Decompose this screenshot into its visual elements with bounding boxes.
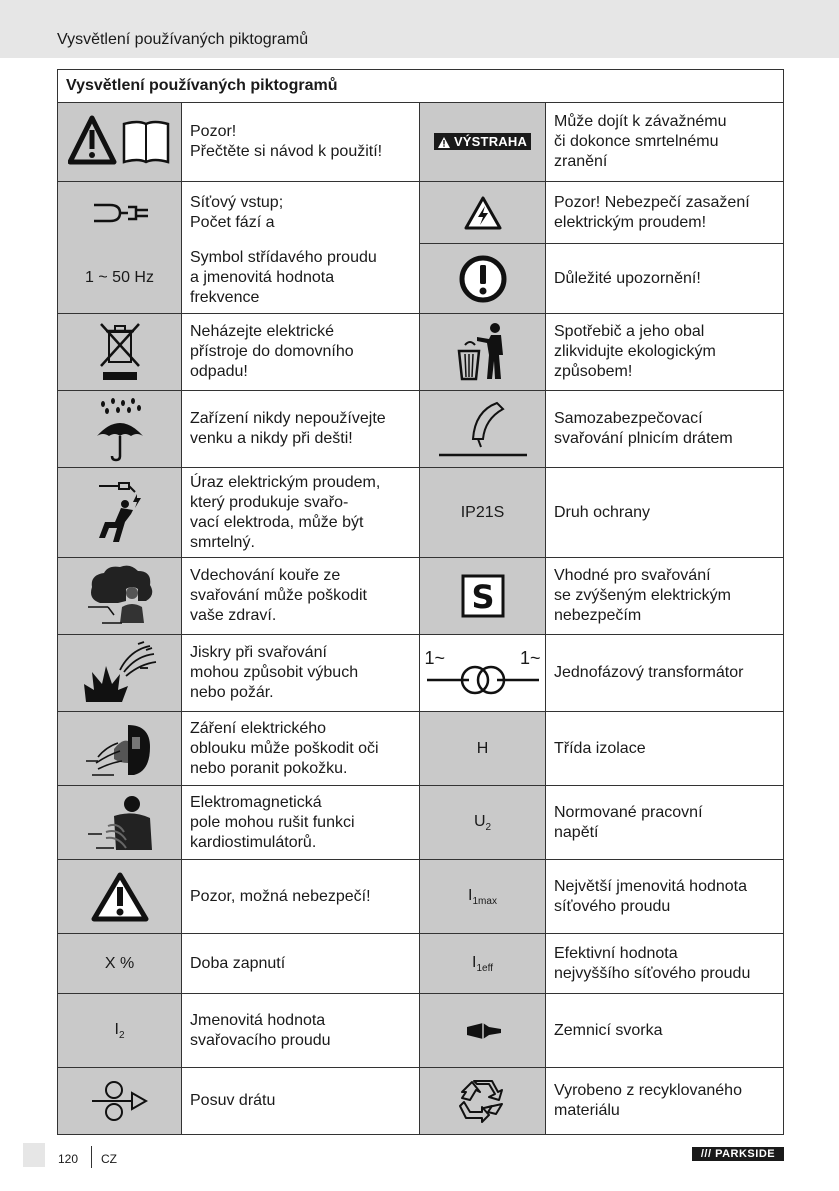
cell-text: Vyrobeno z recyklovaného materiálu (554, 1082, 742, 1119)
cell-text: Jednofázový transformátor (554, 664, 744, 681)
table-row (58, 786, 784, 860)
warning-triangle-icon (438, 137, 450, 148)
cell-no-rain-use (182, 391, 420, 468)
cell-welding-current (182, 994, 420, 1068)
page-number: 120 (58, 1152, 79, 1166)
cell-text: Jmenovitá hodnota svařovacího proudu (190, 1011, 331, 1049)
table-row (58, 468, 784, 558)
table-row (58, 182, 784, 244)
arc-radiation-icon (58, 712, 182, 786)
cell-warning-text (546, 103, 784, 182)
cell-protection-type (546, 468, 784, 558)
protection-class-label (420, 468, 546, 558)
cell-text: Doba zapnutí (190, 954, 286, 972)
cell-wire-feed (182, 1068, 420, 1135)
rated-voltage-symbol (420, 786, 546, 860)
cell-mains-input (182, 182, 420, 244)
cell-welding-fumes (182, 558, 420, 635)
cell-effective-current (546, 934, 784, 994)
warning-badge (420, 103, 546, 182)
voltage-symbol-main: U (473, 812, 486, 830)
cell-text: Vdechování kouře ze svařování může poškodit vaše zdraví. (190, 567, 367, 624)
table-row (58, 314, 784, 391)
cell-text: Druh ochrany (554, 503, 651, 521)
insulation-class-text: H (476, 739, 489, 757)
cell-ground-clamp (546, 994, 784, 1068)
header-band (0, 0, 839, 58)
eff-current-symbol-main: I (472, 953, 477, 971)
current-symbol-sub: 1max (472, 895, 497, 907)
weld-current-symbol-main: I (114, 1020, 119, 1038)
cell-text: Efektivní hodnota nejvyššího síťového proudu (554, 944, 751, 982)
effective-current-symbol (420, 934, 546, 994)
pictogram-table (57, 69, 784, 1135)
cell-ac-frequency (182, 244, 420, 314)
cell-text: Vhodné pro svařování se zvýšeným elektrickým nebezpečím (554, 567, 731, 624)
cell-text: Může dojít k závažnému či dokonce smrtelnému zranění (554, 113, 727, 170)
cell-max-mains-current (546, 860, 784, 934)
cell-text: Neházejte elektrické přístroje do domovního odpadu! (190, 323, 354, 380)
cell-increased-hazard (546, 558, 784, 635)
cell-text: Jiskry při svařování mohou způsobit výbuch nebo požár. (190, 644, 359, 701)
table-row (58, 244, 784, 314)
cell-text: Záření elektrického oblouku může poškodit oči nebo poranit pokožku. (190, 719, 379, 777)
cell-recycled-material (546, 1068, 784, 1135)
cell-text: Úraz elektrickým proudem, který produkuje svařo- vací elektroda, může být smrtelný. (190, 473, 381, 551)
ac-frequency-symbol (58, 244, 182, 314)
electromagnetic-field-icon (58, 786, 182, 860)
cell-transformer (546, 635, 784, 712)
warning-badge-label: VÝSTRAHA (453, 134, 528, 149)
page-header-title: Vysvětlení používaných piktogramů (57, 31, 309, 48)
crossed-bin-icon (58, 314, 182, 391)
cell-read-manual (182, 103, 420, 182)
flux-core-welding-icon (420, 391, 546, 468)
recycle-disposal-icon (420, 314, 546, 391)
eff-current-symbol-sub: 1eff (476, 962, 493, 974)
table-row (58, 934, 784, 994)
cell-text: Důležité upozornění! (554, 269, 701, 287)
weld-current-symbol-sub: 2 (118, 1029, 125, 1041)
general-danger-icon (58, 860, 182, 934)
cell-text: Samozabezpečovací svařování plnicím drátem (554, 410, 733, 447)
single-phase-transformer-icon (420, 635, 546, 712)
electrode-shock-icon (58, 468, 182, 558)
sparks-explosion-icon (58, 635, 182, 712)
cell-no-household-waste (182, 314, 420, 391)
footer-tab-marker (23, 1143, 45, 1167)
cell-text: Zařízení nikdy nepoužívejte venku a nikdy při dešti! (190, 410, 386, 447)
cell-duty-cycle (182, 934, 420, 994)
cell-flux-core-welding (546, 391, 784, 468)
duty-cycle-text: X % (104, 954, 135, 972)
cell-text: Třída izolace (554, 739, 646, 757)
svg-text:S: S (470, 578, 495, 616)
cell-text: Pozor, možná nebezpečí! (190, 887, 371, 905)
voltage-symbol-sub: 2 (485, 821, 492, 833)
welding-fumes-icon (58, 558, 182, 635)
table-row (58, 635, 784, 712)
warning-badge-box (434, 133, 531, 150)
table-row (58, 558, 784, 635)
cell-electric-shock (546, 182, 784, 244)
table-row (58, 391, 784, 468)
cell-electromagnetic-fields (182, 786, 420, 860)
transformer-symbol (425, 648, 541, 698)
table-row (58, 712, 784, 786)
cell-text: Elektromagnetická pole mohou rušit funkci kardiostimulátorů. (190, 793, 355, 851)
max-mains-current-symbol (420, 860, 546, 934)
cell-text: Spotřebič a jeho obal zlikvidujte ekologickým způsobem! (554, 323, 716, 380)
brand-logo: /// PARKSIDE (692, 1147, 784, 1161)
transformer-phase-left: 1~ (424, 648, 446, 668)
cell-important-notice (546, 244, 784, 314)
cell-electrode-shock (182, 468, 420, 558)
s-mark-icon (420, 558, 546, 635)
table-row (58, 994, 784, 1068)
cell-sparks (182, 635, 420, 712)
current-symbol-main: I (468, 886, 473, 904)
footer-divider (91, 1146, 92, 1168)
important-notice-icon (420, 244, 546, 314)
protection-class-text: IP21S (460, 503, 505, 521)
cell-text: Pozor! Přečtěte si návod k použití! (190, 123, 383, 160)
mains-plug-icon (58, 182, 182, 244)
cell-text: Posuv drátu (190, 1092, 276, 1109)
cell-insulation-class (546, 712, 784, 786)
cell-text: Zemnicí svorka (554, 1021, 663, 1039)
wire-feed-icon (58, 1068, 182, 1135)
electric-shock-warning-icon (420, 182, 546, 244)
cell-text: Síťový vstup; Počet fází a (190, 193, 284, 231)
language-code: CZ (101, 1152, 117, 1166)
table-row (58, 1068, 784, 1135)
cell-text: Symbol střídavého proudu a jmenovitá hodnota frekvence (190, 249, 377, 307)
recycling-icon (420, 1068, 546, 1135)
transformer-phase-right: 1~ (519, 648, 541, 668)
cell-rated-voltage (546, 786, 784, 860)
table-row (58, 860, 784, 934)
cell-general-danger (182, 860, 420, 934)
cell-text: Největší jmenovitá hodnota síťového proudu (554, 877, 747, 915)
cell-arc-radiation (182, 712, 420, 786)
ground-clamp-icon (420, 994, 546, 1068)
cell-eco-disposal (546, 314, 784, 391)
rain-umbrella-icon (58, 391, 182, 468)
insulation-class-label (420, 712, 546, 786)
table-row (58, 103, 784, 182)
cell-text: Normované pracovní napětí (554, 803, 703, 841)
cell-text: Pozor! Nebezpečí zasažení elektrickým proudem! (554, 193, 750, 231)
table-caption: Vysvětlení používaných piktogramů (58, 70, 784, 103)
ac-frequency-text: 1 ~ 50 Hz (85, 269, 154, 287)
welding-current-symbol (58, 994, 182, 1068)
read-manual-icon (58, 103, 182, 182)
duty-cycle-symbol (58, 934, 182, 994)
